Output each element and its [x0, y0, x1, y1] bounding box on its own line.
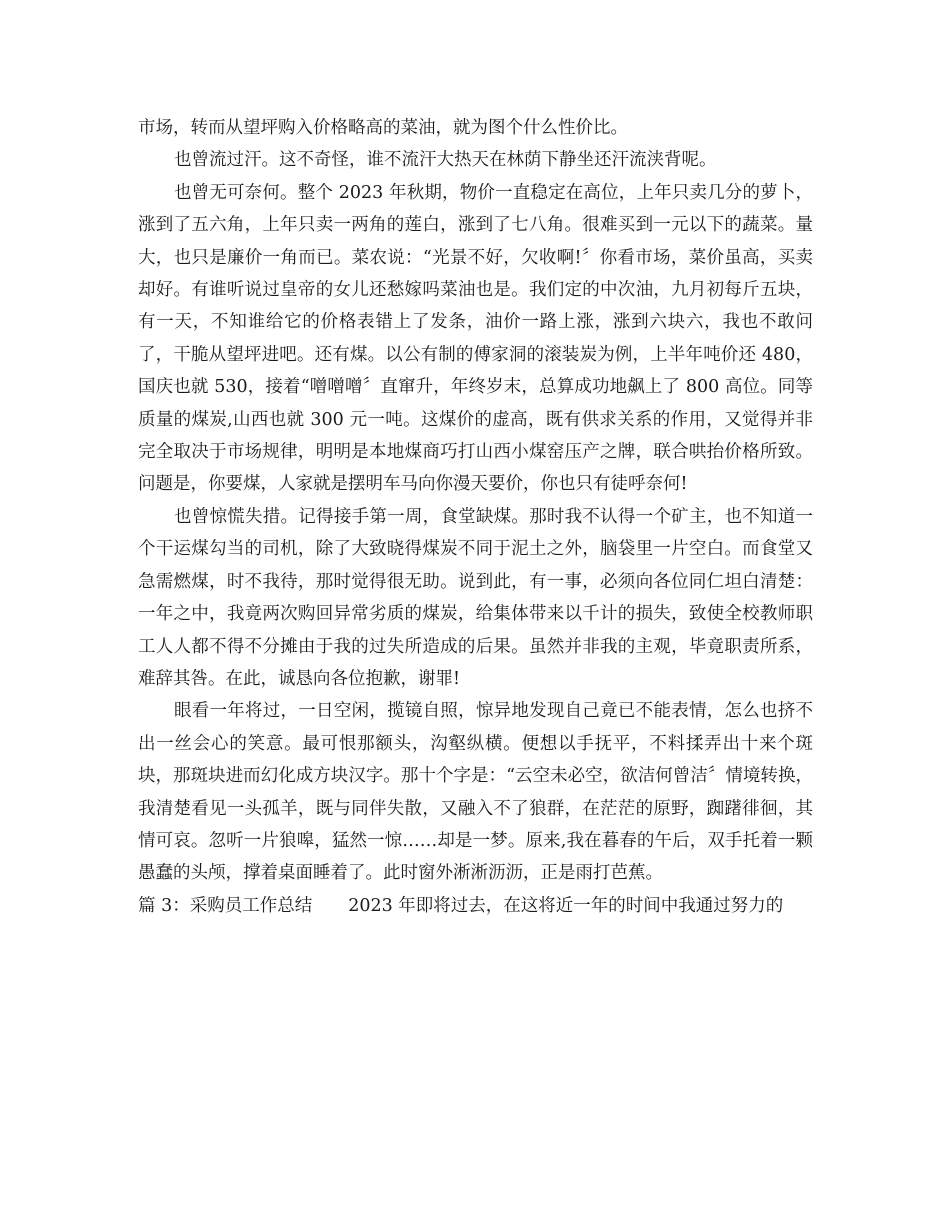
paragraph-coal-shortage: 也曾惊慌失措。记得接手第一周，食堂缺煤。那时我不认得一个矿主，也不知道一个干运煤勾当的司机，除了大致晓得煤炭不同于泥土之外，脑袋里一片空白。而食堂又急需燃煤，时不我待，那时觉得很无助。说到此，有一事，必须向各位同仁坦白清楚：一年之中，我竟两次购回异常劣质的煤炭，给集体带来以千计的损失，致使全校教师职工人人都不得不分摊由于我的过失所造成的后果。虽然并非我的主观，毕竟职责所系，难辞其咎。在此，诚恳向各位抱歉，谢罪!: [138, 506, 813, 689]
section-intro-text: 2023 年即将过去，在这将近一年的时间中我通过努力的: [348, 895, 784, 916]
section-heading-line: [138, 890, 813, 922]
paragraph-dream: 眼看一年将过，一日空闲，揽镜自照，惊异地发现自己竟已不能表情，怎么也挤不出一丝会心的笑意。最可恨那额头，沟壑纵横。便想以手抚平，不料揉弄出十来个斑块，那斑块进而幻化成方块汉字。那十个字是：“云空未必空，欲洁何曾洁〞情境转换，我清楚看见一头孤羊，既与同伴失散，又融入不了狼群，在茫茫的原野，踟躇徘徊，其情可哀。忽听一片狼嗥，猛然一惊……却是一梦。原来,我在暮春的午后，双手托着一颗愚蠢的头颅，撑着桌面睡着了。此时窗外淅淅沥沥，正是雨打芭蕉。: [138, 701, 813, 884]
paragraph-sweat: 也曾流过汗。这不奇怪，谁不流汗大热天在林荫下静坐还汗流浃背呢。: [174, 150, 717, 171]
document-body: [138, 112, 813, 922]
section-title: 篇 3：采购员工作总结: [138, 895, 313, 916]
paragraph-prices: 也曾无可奈何。整个 2023 年秋期，物价一直稳定在高位，上年只卖几分的萝卜，涨到了五六角，上年只卖一两角的莲白，涨到了七八角。很难买到一元以下的蔬菜。量大，也只是廉价一角而已。菜农说：“光景不好，欠收啊!〞你看市场，菜价虽高，买卖却好。有谁听说过皇帝的女儿还愁嫁吗菜油也是。我们定的中次油，九月初每斤五块，有一天，不知谁给它的价格表错上了发条，油价一路上涨，涨到六块六，我也不敢问了，干脆从望坪进吧。还有煤。以公有制的傅家洞的滚装炭为例，上半年吨价还 480，国庆也就 530，接着“噌噌噌〞直窜升，年终岁末，总算成功地飙上了 800 高位。同等质量的煤炭,山西也就 300 元一吨。这煤价的虚高，既有供求关系的作用，又觉得并非完全取决于市场规律，明明是本地煤商巧打山西小煤窑压产之牌，联合哄抬价格所致。问题是，你要煤，人家就是摆明车马向你漫天要价，你也只有徒呼奈何!: [138, 182, 813, 495]
paragraph-continued: 市场，转而从望坪购入价格略高的菜油，就为图个什么性价比。: [138, 118, 628, 138]
